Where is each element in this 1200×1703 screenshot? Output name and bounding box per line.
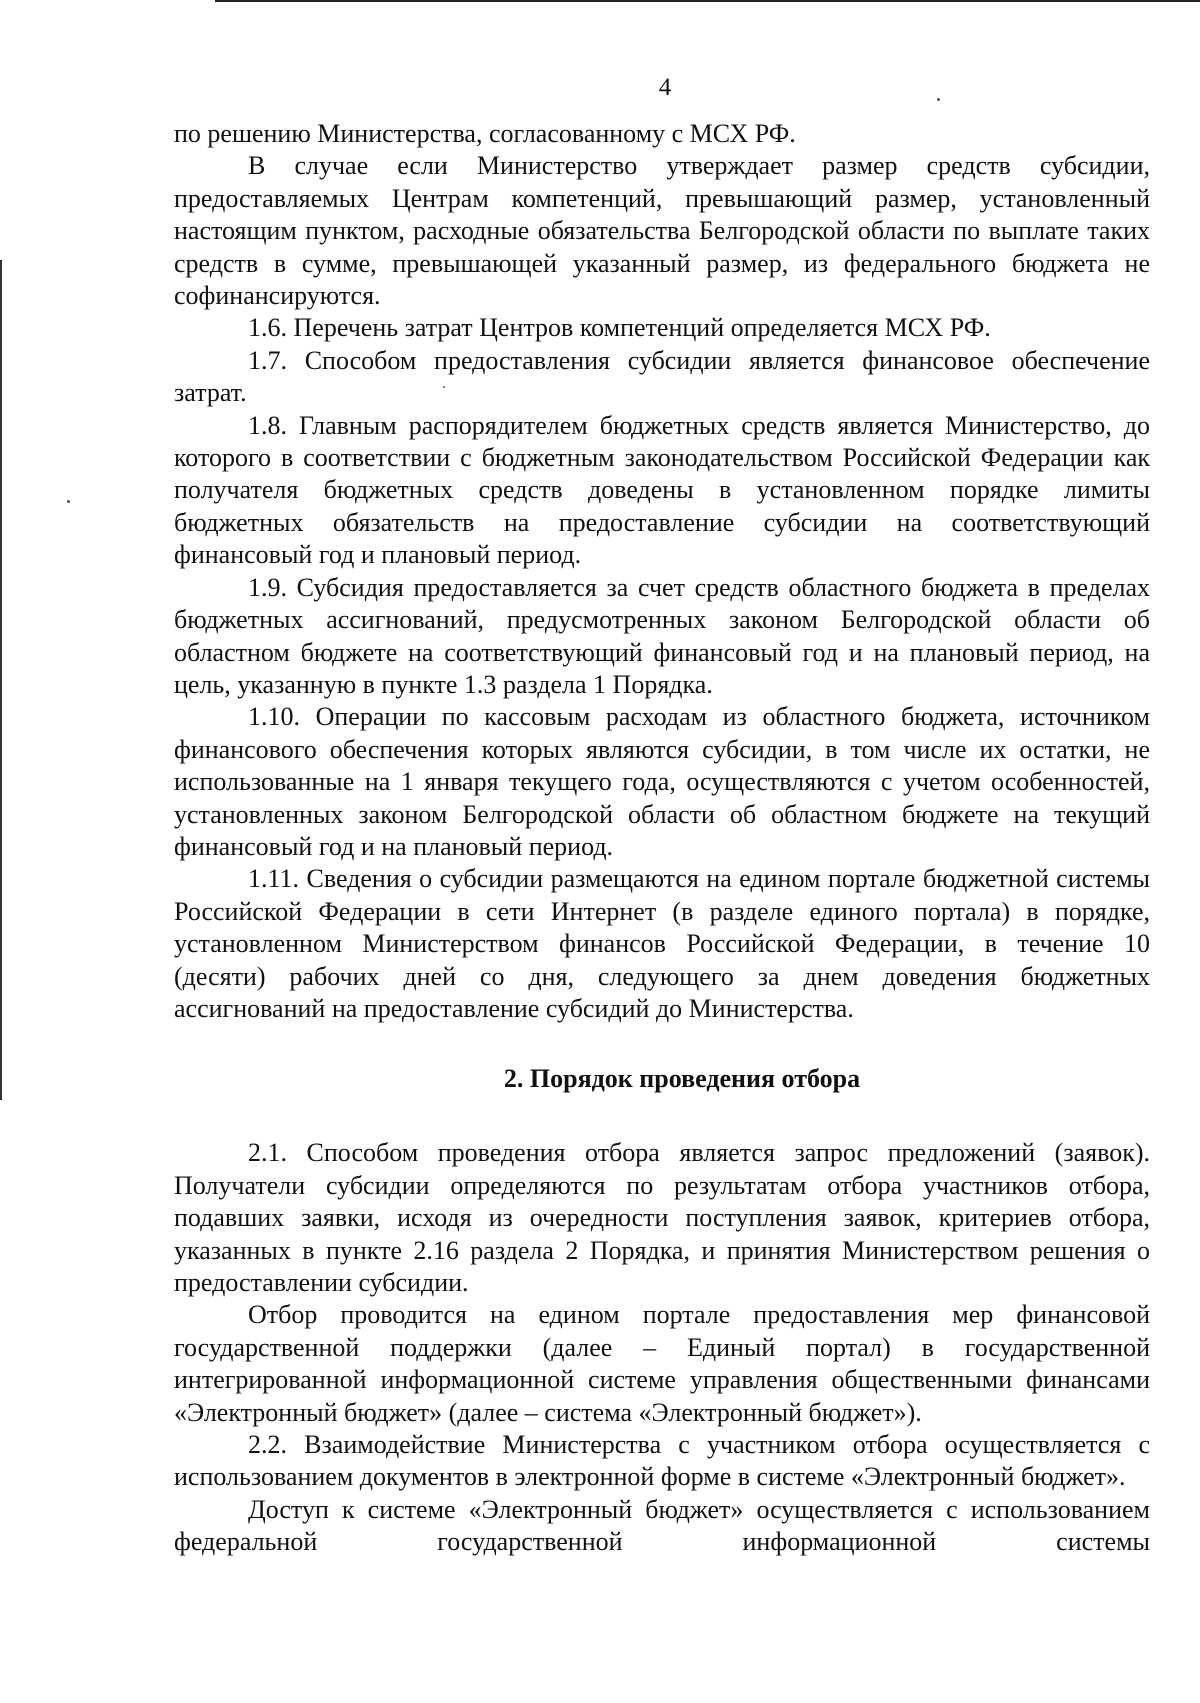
paragraph-1-7: 1.7. Способом предоставления субсидии является финансовое обеспечение затрат.	[174, 345, 1150, 408]
paragraph-2-2: 2.2. Взаимодействие Министерства с участником отбора осуществляется с использованием документов в электронной форме в системе «Электронный бюджет».	[174, 1430, 1150, 1492]
paragraph-selection-portal: Отбор проводится на едином портале предоставления мер финансовой государственной поддержки (далее – Единый портал) в государственной интегрированной информационной системе управления общественными финансами «Электронный бюджет» (далее – система «Электронный бюджет»).	[174, 1300, 1150, 1427]
paragraph-continuation: по решению Министерства, согласованному с МСХ РФ.	[174, 119, 796, 148]
section-heading: 2. Порядок проведения отбора	[503, 1064, 861, 1094]
scan-edge-left	[0, 260, 2, 1100]
page-number: 4	[658, 74, 672, 101]
paragraph-1-8: 1.8. Главным распорядителем бюджетных средств является Министерство, до которого в соответствии с бюджетным законодательством Российской Федерации как получателя бюджетных средств доведены в установленном порядке лимиты бюджетных обязательств на предоставление субсидии на соответствующий финансовый год и плановый период.	[174, 410, 1150, 570]
document-body	[174, 118, 1150, 1559]
scan-edge-top	[215, 0, 1200, 2]
paragraph-1-11: 1.11. Сведения о субсидии размещаются на едином портале бюджетной системы Российской Федерации в сети Интернет (в разделе единого портала) в порядке, установленном Министерством финансов Российской Федерации, в течение 10 (десяти) рабочих дней со дня, следующего за днем доведения бюджетных ассигнований на предоставление субсидий до Министерства.	[174, 864, 1150, 1023]
paragraph-access: Доступ к системе «Электронный бюджет» осуществляется с использованием федеральной государственной информационной системы	[174, 1494, 1150, 1557]
paragraph-1-6: 1.6. Перечень затрат Центров компетенций определяется МСХ РФ.	[248, 313, 991, 343]
paragraph-1-10: 1.10. Операции по кассовым расходам из областного бюджета, источником финансового обеспечения которых являются субсидии, в том числе их остатки, не использованные на 1 января текущего года, осуществляются с учетом особенностей, установленных законом Белгородской области об областном бюджете на текущий финансовый год и на плановый период.	[174, 702, 1150, 861]
paragraph-cofinancing: В случае если Министерство утверждает размер средств субсидии, предоставляемых Центрам компетенций, превышающий размер, установленный настоящим пунктом, расходные обязательства Белгородской области по выплате таких средств в сумме, превышающей указанный размер, из федерального бюджета не софинансируются.	[174, 151, 1150, 311]
paragraph-1-9: 1.9. Субсидия предоставляется за счет средств областного бюджета в пределах бюджетных ассигнований, предусмотренных законом Белгородской области об областном бюджете на соответствующий финансовый год и на плановый период, на цель, указанную в пункте 1.3 раздела 1 Порядка.	[174, 572, 1150, 699]
paragraph-2-1: 2.1. Способом проведения отбора является запрос предложений (заявок). Получатели субсидии определяются по результатам отбора участников отбора, подавших заявки, исходя из очередности поступления заявок, критериев отбора, указанных в пункте 2.16 раздела 2 Порядка, и принятия Министерством решения о предоставлении субсидии.	[174, 1138, 1150, 1297]
scan-speck	[67, 500, 70, 503]
